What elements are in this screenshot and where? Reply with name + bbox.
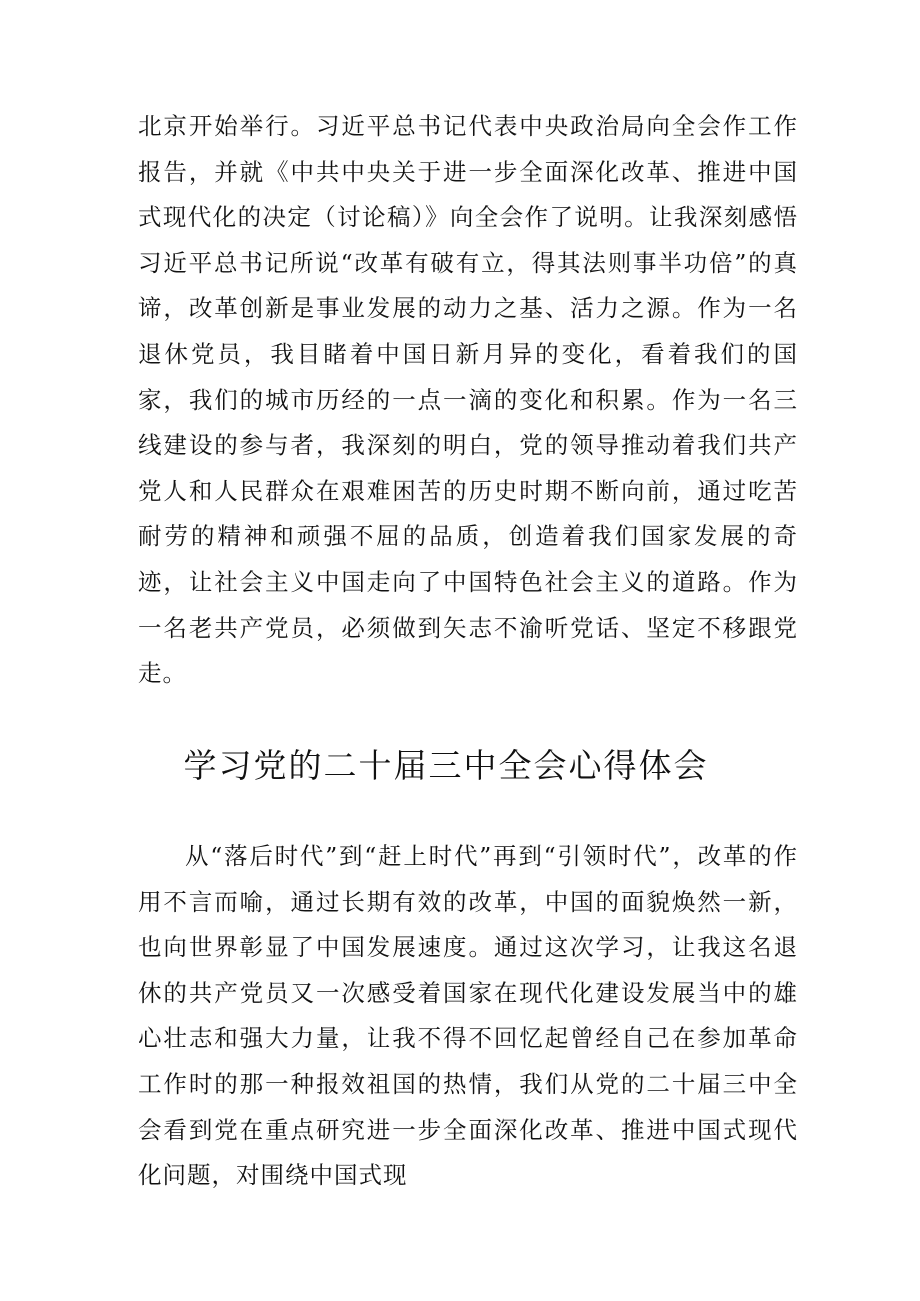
body-paragraph-continued: 北京开始举行。习近平总书记代表中央政治局向全会作工作报告，并就《中共中央关于进一步全面深化改革、推进中国式现代化的决定（讨论稿）》向全会作了说明。让我深刻感悟习近平总书记所说“改革有破有立，得其法则事半功倍”的真谛，改革创新是事业发展的动力之基、活力之源。作为一名退休党员，我目睹着中国日新月异的变化，看着我们的国家，我们的城市历经的一点一滴的变化和积累。作为一名三线建设的参与者，我深刻的明白，党的领导推动着我们共产党人和人民群众在艰难困苦的历史时期不断向前，通过吃苦耐劳的精神和顽强不屈的品质，创造着我们国家发展的奇迹，让社会主义中国走向了中国特色社会主义的道路。作为一名老共产党员，必须做到矢志不渝听党话、坚定不移跟党走。 bbox=[138, 112, 798, 688]
body-paragraph: 从“落后时代”到“赶上时代”再到“引领时代”，改革的作用不言而喻，通过长期有效的改革，中国的面貌焕然一新，也向世界彰显了中国发展速度。通过这次学习，让我这名退休的共产党员又一次感受着国家在现代化建设发展当中的雄心壮志和强大力量，让我不得不回忆起曾经自己在参加革命工作时的那一种报效祖国的热情，我们从党的二十届三中全会看到党在重点研究进一步全面深化改革、推进中国式现代化问题，对围绕中国式现 bbox=[138, 842, 798, 1190]
section-heading-text: 学习党的二十届三中全会心得体会 bbox=[183, 746, 709, 785]
section-heading bbox=[0, 740, 920, 787]
